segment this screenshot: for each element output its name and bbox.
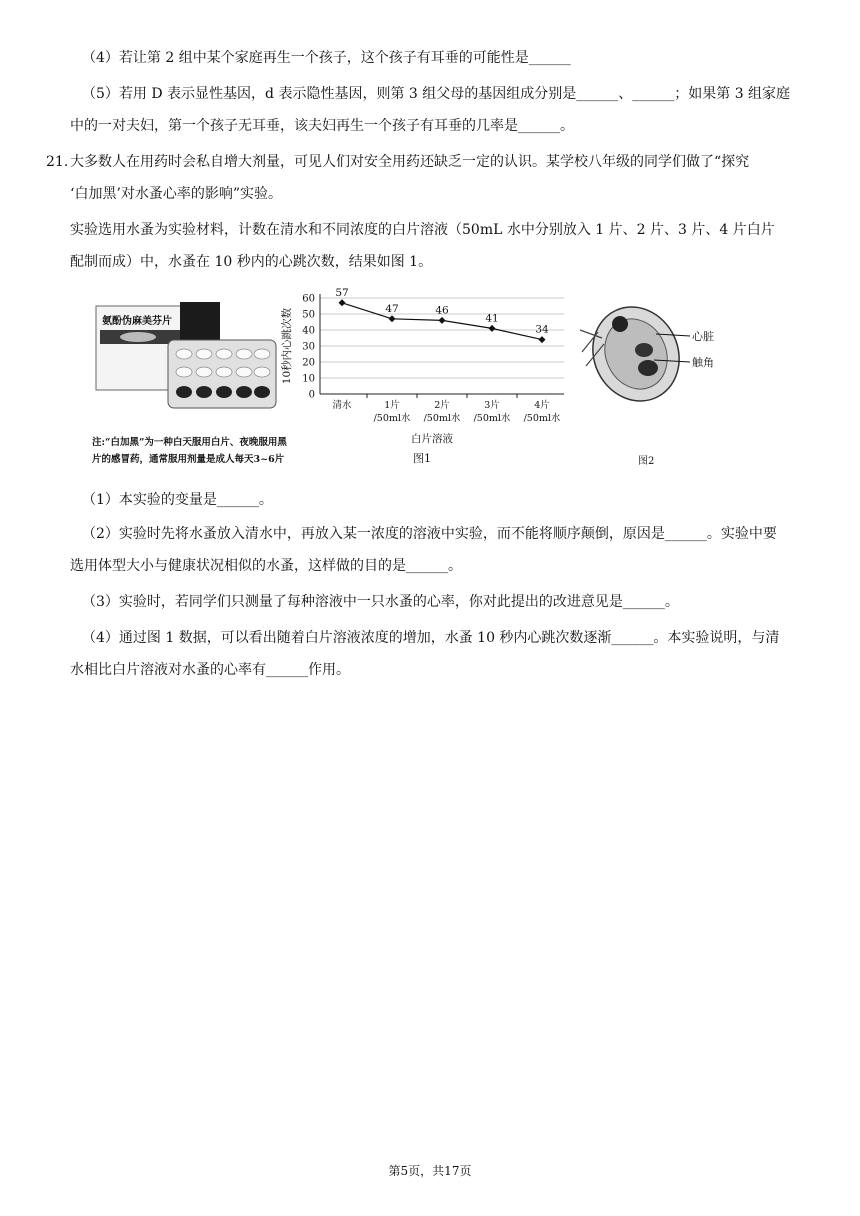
chart-data-point <box>489 325 496 332</box>
question-21-intro-line4: 配制而成）中，水蚤在 10 秒内的心跳次数，结果如图 1。 <box>70 254 433 270</box>
chart-x-tick-label: 4片/50ml水 <box>523 400 561 424</box>
chart-data-point <box>439 317 446 324</box>
question-21-4-line1: （4）通过图 1 数据，可以看出随着白片溶液浓度的增加，水蚤 10 秒内心跳次数逐渐______。本实验说明，与清 <box>82 630 780 646</box>
chart-x-tick-label: 3片/50ml水 <box>473 400 511 424</box>
question-21-intro-line2: ‘白加黑’对水蚤心率的影响”实验。 <box>70 186 283 202</box>
question-21-1: （1）本实验的变量是______。 <box>82 492 273 508</box>
question-21-2-line1: （2）实验时先将水蚤放入清水中，再放入某一浓度的溶液中实验，而不能将顺序颠倒，原因是______。实验中要 <box>82 526 777 542</box>
chart-x-tick-label: 清水 <box>332 400 352 411</box>
chart-x-tick-label: 2片/50ml水 <box>423 400 461 424</box>
chart-y-tick-label: 30 <box>302 341 315 353</box>
chart-data-point <box>339 299 346 306</box>
question-21-intro-line3: 实验选用水蚤为实验材料，计数在清水和不同浓度的白片溶液（50mL 水中分别放入 1 片、2 片、3 片、4 片白片 <box>70 222 775 238</box>
chart-y-tick-label: 40 <box>302 325 315 337</box>
figure-note-line2: 片的感冒药，通常服用剂量是成人每天3~6片 <box>92 454 285 465</box>
question-21-2-line2: 选用体型大小与健康状况相似的水蚤，这样做的目的是______。 <box>70 558 462 574</box>
chart-y-axis-label: 10秒内心跳次数 <box>281 307 293 385</box>
chart-data-label: 34 <box>535 323 549 336</box>
chart-data-label: 46 <box>435 304 449 317</box>
chart-y-tick-label: 10 <box>302 373 315 385</box>
chart-data-label: 41 <box>485 312 499 325</box>
chart-x-axis-label: 白片溶液 <box>411 433 453 445</box>
chart-data-label: 57 <box>335 286 349 299</box>
medicine-box-label: 氨酚伪麻美芬片 <box>102 316 172 327</box>
chart-data-point <box>389 315 396 322</box>
chart-y-tick-label: 0 <box>308 389 315 401</box>
figure-1-caption: 图1 <box>413 452 431 465</box>
chart-data-label: 47 <box>385 302 399 315</box>
antenna-label: 触角 <box>692 356 714 369</box>
heart-rate-line-chart <box>282 282 572 467</box>
figure-2-caption: 图2 <box>638 456 655 467</box>
chart-y-tick-label: 60 <box>302 293 315 305</box>
question-21-intro-line1: 大多数人在用药时会私自增大剂量，可见人们对安全用药还缺乏一定的认识。某学校八年级的同学们做了“探究 <box>70 154 750 170</box>
daphnia-illustration <box>578 292 738 467</box>
question-21-number: 21. <box>46 154 69 170</box>
question-20-4: （4）若让第 2 组中某个家庭再生一个孩子，这个孩子有耳垂的可能性是______ <box>82 50 571 66</box>
chart-data-point <box>539 336 546 343</box>
chart-y-tick-label: 20 <box>302 357 315 369</box>
question-20-5-line2: 中的一对夫妇，第一个孩子无耳垂，该夫妇再生一个孩子有耳垂的几率是______。 <box>70 118 574 134</box>
figure-note-line1: 注:“白加黑”为一种白天服用白片、夜晚服用黑 <box>92 437 287 448</box>
chart-y-tick-label: 50 <box>302 309 315 321</box>
page-footer: 第5页，共17页 <box>388 1164 472 1178</box>
heart-label: 心脏 <box>692 330 714 343</box>
medicine-photo <box>90 292 280 412</box>
question-21-4-line2: 水相比白片溶液对水蚤的心率有______作用。 <box>70 662 350 678</box>
figure-row <box>90 282 740 472</box>
question-20-5-line1: （5）若用 D 表示显性基因，d 表示隐性基因，则第 3 组父母的基因组成分别是______、______；如果第 3 组家庭 <box>82 86 791 102</box>
question-21-3: （3）实验时，若同学们只测量了每种溶液中一只水蚤的心率，你对此提出的改进意见是______。 <box>82 594 679 610</box>
chart-x-tick-label: 1片/50ml水 <box>373 400 411 424</box>
